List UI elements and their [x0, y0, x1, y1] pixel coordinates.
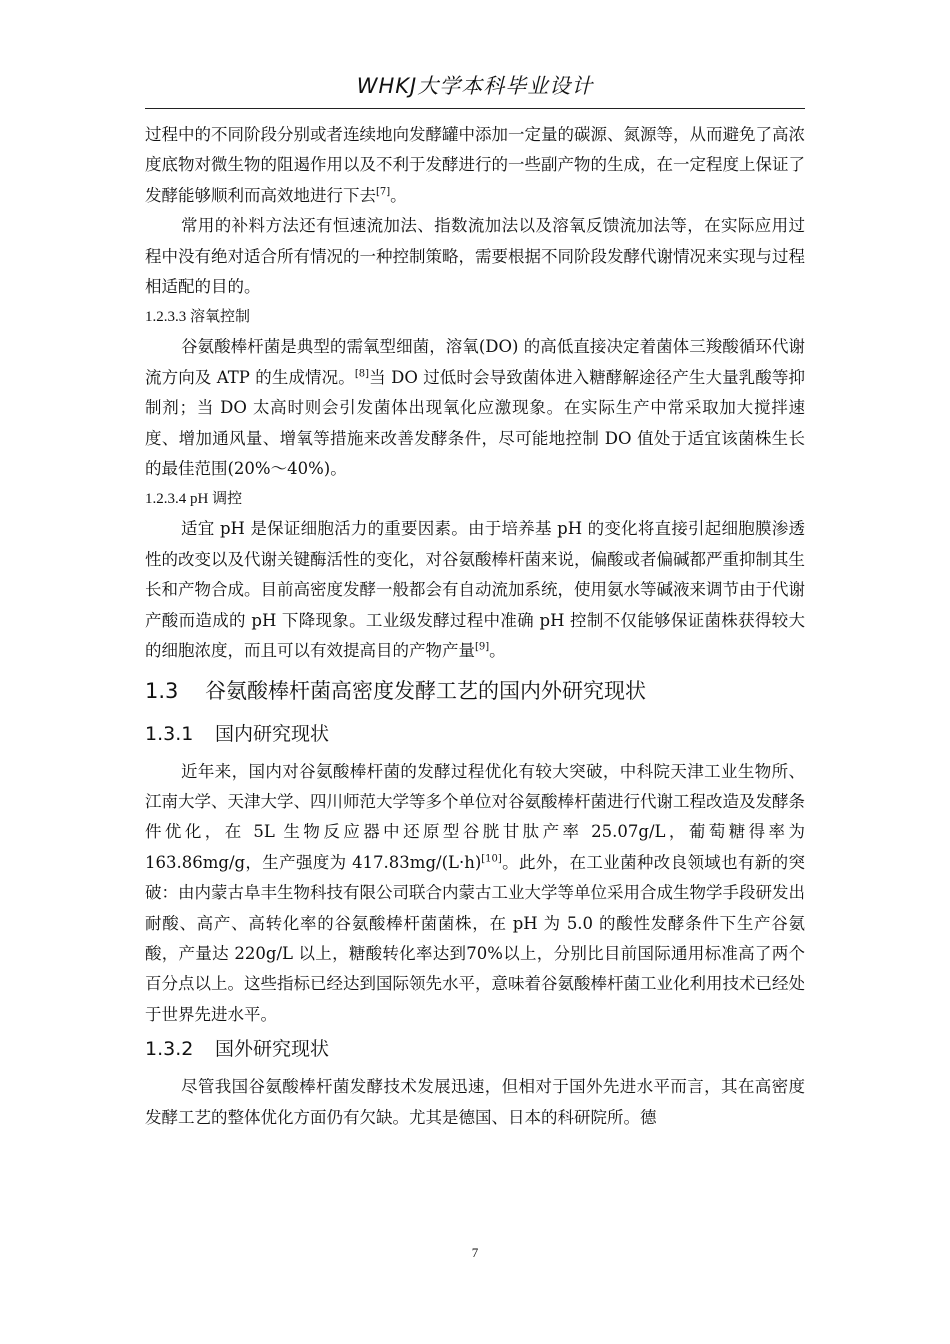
- paragraph-text: 适宜 pH 是保证细胞活力的重要因素。由于培养基 pH 的变化将直接引起细胞膜渗透性的改变以及代谢关键酶活性的变化，对谷氨酸棒杆菌来说，偏酸或者偏碱都严重抑制其生长和产物合成。目前高密度发酵一般都会有自动流加系统，使用氨水等碱液来调节由于代谢产酸而造成的 pH 下降现象。工业级发酵过程中准确 pH 控制不仅能够保证菌株获得较大的细胞浓度，而且可以有效提高目的产物产量: [145, 519, 805, 661]
- section-heading-1-3-1: [145, 717, 805, 751]
- citation-ref: [10]: [481, 853, 502, 865]
- paragraph-text: 过程中的不同阶段分别或者连续地向发酵罐中添加一定量的碳源、氮源等，从而避免了高浓度底物对微生物的阻遏作用以及不利于发酵进行的一些副产物的生成，在一定程度上保证了发酵能够顺利而高效地进行下去: [145, 125, 805, 205]
- section-heading-1-3: [145, 671, 805, 711]
- paragraph-end: 。: [489, 641, 506, 661]
- paragraph-text: 当 DO 过低时会导致菌体进入糖酵解途径产生大量乳酸等抑制剂；当 DO 太高时则会引发菌体出现氧化应激现象。在实际生产中常采取加大搅拌速度、增加通风量、增氧等措施来改善发酵条件，尽可能地控制 DO 值处于适宜该菌株生长的最佳范围(20%～40%)。: [145, 367, 805, 479]
- section-number: 1.3.1: [145, 722, 194, 745]
- subsection-heading-1234: 1.2.3.4 pH 调控: [145, 491, 243, 508]
- section-title: 谷氨酸棒杆菌高密度发酵工艺的国内外研究现状: [205, 678, 646, 703]
- header-rule: [145, 108, 805, 109]
- paragraph-domestic-research: [145, 757, 805, 1031]
- paragraph-text: 。此外，在工业菌种改良领域也有新的突破：由内蒙古阜丰生物科技有限公司联合内蒙古工业大学等单位采用合成生物学手段研发出耐酸、高产、高转化率的谷氨酸棒杆菌菌株，在 pH 为 5.0 的酸性发酵条件下生产谷氨酸，产量达 220g/L 以上，糖酸转化率达到70%以上，分别比目前国际通用标准高了两个百分点以上。这些指标已经达到国际领先水平，意味着谷氨酸棒杆菌工业化利用技术已经处于世界先进水平。: [145, 852, 806, 1024]
- citation-ref: [9]: [475, 641, 490, 653]
- section-number: 1.3.2: [145, 1038, 194, 1061]
- paragraph-ph-control: [145, 514, 805, 666]
- paragraph-continued: [145, 120, 805, 211]
- paragraph-feeding-methods: 常用的补料方法还有恒速流加法、指数流加法以及溶氧反馈流加法等，在实际应用过程中没有绝对适合所有情况的一种控制策略，需要根据不同阶段发酵代谢情况来实现与过程相适配的目的。: [145, 216, 805, 297]
- paragraph-end: 。: [390, 185, 407, 205]
- section-title: 国内研究现状: [215, 722, 330, 745]
- citation-ref: [8]: [354, 368, 370, 380]
- page-content: [145, 120, 805, 1133]
- citation-ref: [7]: [376, 186, 391, 198]
- page-header: WHKJ大学本科毕业设计: [356, 74, 594, 98]
- paragraph-dissolved-oxygen: [145, 332, 805, 484]
- paragraph-text: 谷氨酸棒杆菌是典型的需氧型细菌，溶氧(DO) 的高低直接决定着菌体三羧酸循环代谢流方向及 ATP 的生成情况。: [145, 337, 805, 387]
- paragraph-foreign-research: 尽管我国谷氨酸棒杆菌发酵技术发展迅速，但相对于国外先进水平而言，其在高密度发酵工艺的整体优化方面仍有欠缺。尤其是德国、日本的科研院所。德: [145, 1077, 805, 1127]
- paragraph-text: 近年来，国内对谷氨酸棒杆菌的发酵过程优化有较大突破，中科院天津工业生物所、江南大学、天津大学、四川师范大学等多个单位对谷氨酸棒杆菌进行代谢工程改造及发酵条件优化，在 5L 生物反应器中还原型谷胱甘肽产率 25.07g/L，葡萄糖得率为 163.86mg/g，生产强度为 417.83mg/(L·h): [145, 761, 805, 872]
- subsection-heading-1233: 1.2.3.3 溶氧控制: [145, 309, 251, 326]
- section-heading-1-3-2: [145, 1032, 805, 1066]
- page-number: 7: [471, 1245, 479, 1260]
- section-title: 国外研究现状: [215, 1038, 330, 1061]
- section-number: 1.3: [145, 678, 179, 703]
